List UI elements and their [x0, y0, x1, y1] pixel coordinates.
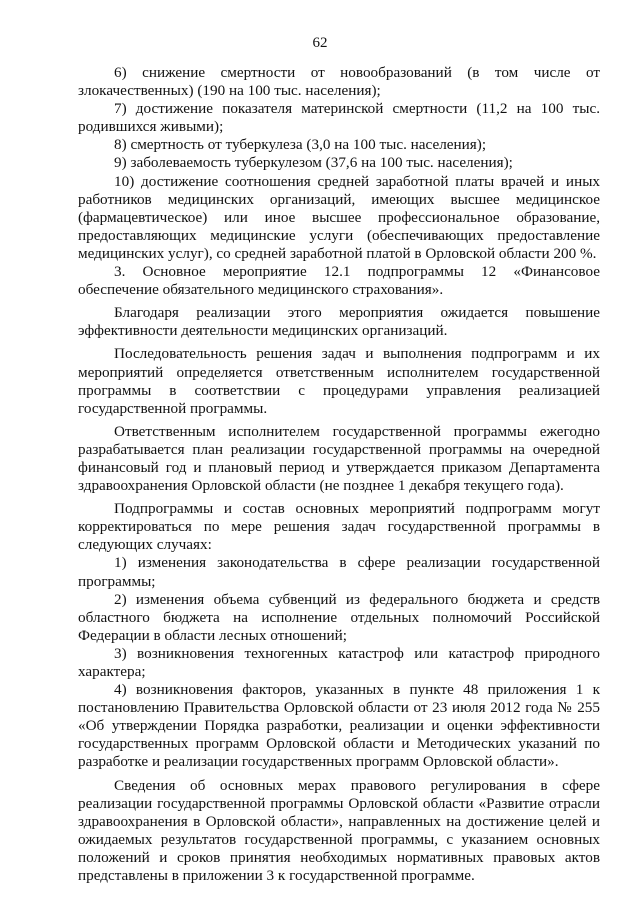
paragraph: 2) изменения объема субвенций из федерального бюджета и средств областного бюджета на исполнение отдельных полномочий Российской Федерации в области лесных отношений; — [78, 590, 600, 644]
paragraph: 3. Основное мероприятие 12.1 подпрограммы 12 «Финансовое обеспечение обязательного медицинского страхования». — [78, 263, 600, 299]
paragraph: 4) возникновения факторов, указанных в пункте 48 приложения 1 к постановлению Правительства Орловской области от 23 июля 2012 года № 255 «Об утверждении Порядка разработки, реализации и оценки эффективности государственных программ Орловской области и Методических указаний по разработке и реализации государственных программ Орловской области». — [78, 681, 600, 771]
paragraph: 6) снижение смертности от новообразований (в том числе от злокачественных) (190 на 100 тыс. населения); — [78, 64, 600, 100]
paragraph: Благодаря реализации этого мероприятия ожидается повышение эффективности деятельности медицинских организаций. — [78, 304, 600, 340]
paragraph: 1) изменения законодательства в сфере реализации государственной программы; — [78, 554, 600, 590]
paragraph: 8) смертность от туберкулеза (3,0 на 100 тыс. населения); — [114, 136, 487, 154]
document-body — [78, 64, 600, 885]
paragraph: 9) заболеваемость туберкулезом (37,6 на 100 тыс. населения); — [114, 154, 513, 172]
paragraph: Подпрограммы и состав основных мероприятий подпрограмм могут корректироваться по мере решения задач государственной программы в следующих случаях: — [78, 500, 600, 554]
paragraph: Последовательность решения задач и выполнения подпрограмм и их мероприятий определяется ответственным исполнителем государственной программы в соответствии с процедурами управления реализацией государственной программы. — [78, 345, 600, 417]
paragraph: Сведения об основных мерах правового регулирования в сфере реализации государственной программы Орловской области «Развитие отрасли здравоохранения в Орловской области», направленных на достижение целей и ожидаемых результатов государственной программы, с указанием основных положений и сроков принятия необходимых нормативных правовых актов представлены в приложении 3 к государственной программе. — [78, 776, 600, 885]
paragraph: Ответственным исполнителем государственной программы ежегодно разрабатывается план реализации государственной программы на очередной финансовый год и плановый период и утверждается приказом Департамента здравоохранения Орловской области (не позднее 1 декабря текущего года). — [78, 422, 600, 495]
paragraph: 7) достижение показателя материнской смертности (11,2 на 100 тыс. родившихся живыми); — [78, 100, 600, 136]
page-number: 62 — [312, 35, 328, 51]
paragraph: 3) возникновения техногенных катастроф или катастроф природного характера; — [78, 644, 600, 680]
paragraph: 10) достижение соотношения средней заработной платы врачей и иных работников медицинских организаций, имеющих высшее медицинское (фармацевтическое) или иное высшее профессиональное образование, предоставляющих медицинские услуги (обеспечивающих предоставление медицинских услуг), со средней заработной платой в Орловской области 200 %. — [78, 172, 600, 262]
